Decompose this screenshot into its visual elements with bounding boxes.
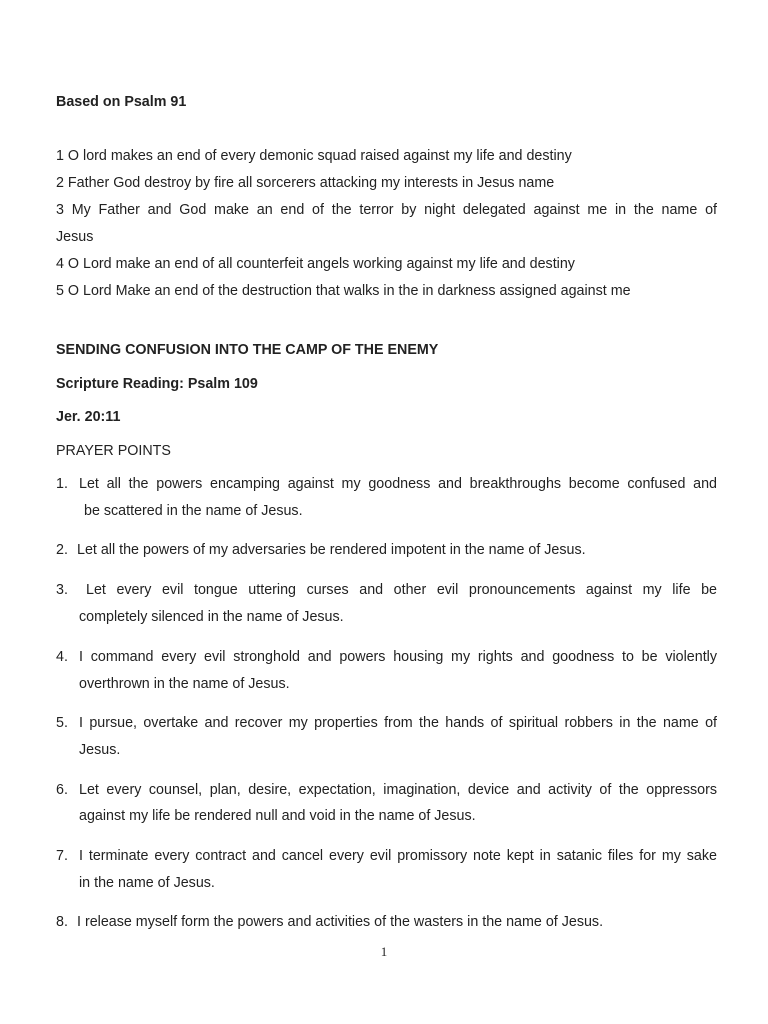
declaration-line: 1 O lord makes an end of every demonic squad raised against my life and destiny (56, 148, 572, 164)
scripture-reference: Jer. 20:11 (56, 409, 121, 425)
declaration-line: 5 O Lord Make an end of the destruction that walks in the in darkness assigned against me (56, 283, 631, 299)
list-item-text: overthrown in the name of Jesus. (79, 676, 290, 692)
list-item-number: 8. (56, 914, 68, 930)
list-item-text: Let all the powers of my adversaries be rendered impotent in the name of Jesus. (77, 542, 586, 558)
list-item-text: Let all the powers encamping against my goodness and breakthroughs become confused and (79, 476, 717, 492)
list-item-number: 5. (56, 715, 68, 731)
list-item-text: I terminate every contract and cancel every evil promissory note kept in satanic files for my sake (79, 848, 717, 864)
list-item-number: 4. (56, 649, 68, 665)
declaration-line: 4 O Lord make an end of all counterfeit angels working against my life and destiny (56, 256, 575, 272)
list-item-number: 2. (56, 542, 68, 558)
declaration-line: 3 My Father and God make an end of the terror by night delegated against me in the name of (56, 202, 717, 218)
list-item-number: 3. (56, 582, 68, 598)
page-number: 1 (380, 944, 388, 959)
list-item-text: Let every evil tongue uttering curses and other evil pronouncements against my life be (86, 582, 717, 598)
scripture-reading: Scripture Reading: Psalm 109 (56, 376, 258, 392)
list-item-text: I release myself form the powers and activities of the wasters in the name of Jesus. (77, 914, 604, 930)
declaration-line: 2 Father God destroy by fire all sorcerers attacking my interests in Jesus name (56, 175, 555, 191)
list-item-number: 6. (56, 782, 68, 798)
declaration-line: Jesus (56, 229, 94, 245)
list-item-text: Jesus. (79, 742, 121, 758)
list-item-text: completely silenced in the name of Jesus. (79, 609, 344, 625)
prayer-points-label: PRAYER POINTS (56, 443, 171, 459)
list-item-text: I command every evil stronghold and powers housing my rights and goodness to be violently (79, 649, 717, 665)
list-item-text: against my life be rendered null and void in the name of Jesus. (79, 808, 476, 824)
list-item-text: Let every counsel, plan, desire, expectation, imagination, device and activity of the oppressors (79, 782, 717, 798)
section-heading-psalm-91: Based on Psalm 91 (56, 94, 187, 110)
list-item-text: in the name of Jesus. (79, 875, 215, 891)
section-heading-confusion: SENDING CONFUSION INTO THE CAMP OF THE ENEMY (56, 342, 439, 358)
list-item-number: 7. (56, 848, 68, 864)
list-item-text: be scattered in the name of Jesus. (84, 503, 303, 519)
list-item-text: I pursue, overtake and recover my properties from the hands of spiritual robbers in the name of (79, 715, 717, 731)
list-item-number: 1. (56, 476, 68, 492)
